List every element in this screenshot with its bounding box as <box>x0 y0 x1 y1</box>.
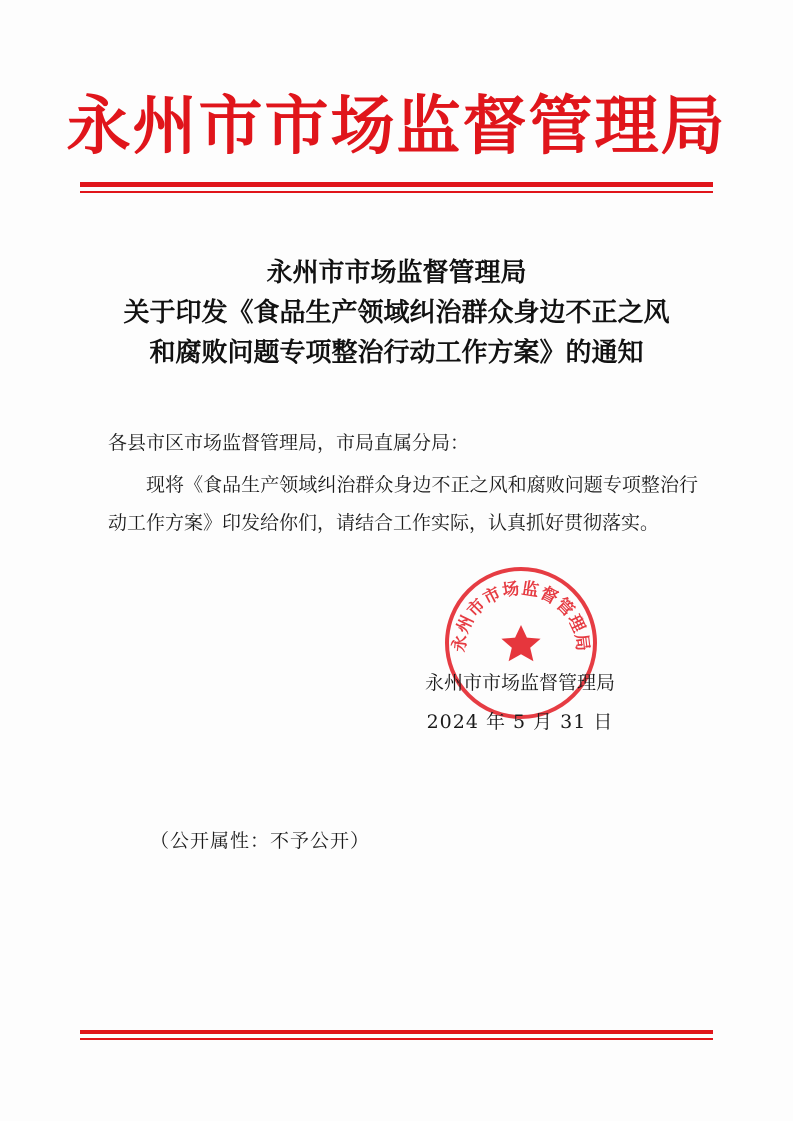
signing-date: 2024 年 5 月 31 日 <box>426 711 614 733</box>
footer-divider-thin <box>80 1038 713 1040</box>
seal-text: 永州市市场监督管理局 <box>449 578 593 654</box>
title-line-3: 和腐败问题专项整治行动工作方案》的通知 <box>149 338 644 368</box>
document-title <box>60 253 733 373</box>
letterhead-title: 永州市市场监督管理局 <box>66 90 727 164</box>
signing-organization: 永州市市场监督管理局 <box>424 672 615 694</box>
star-icon <box>501 625 540 661</box>
title-line-1: 永州市市场监督管理局 <box>266 258 527 288</box>
letterhead-divider-thin <box>80 191 713 193</box>
title-line-2: 关于印发《食品生产领域纠治群众身边不正之风 <box>123 298 670 328</box>
body-paragraph: 现将《食品生产领域纠治群众身边不正之风和腐败问题专项整治行动工作方案》印发给你们，请结合工作实际，认真抓好贯彻落实。 <box>108 474 698 534</box>
addressee: 各县市区市场监督管理局，市局直属分局： <box>108 432 470 454</box>
letterhead-divider-thick <box>80 182 713 187</box>
official-seal <box>441 563 601 723</box>
disclosure-attribute: （公开属性：不予公开） <box>150 830 371 852</box>
footer-divider-thick <box>80 1030 713 1034</box>
